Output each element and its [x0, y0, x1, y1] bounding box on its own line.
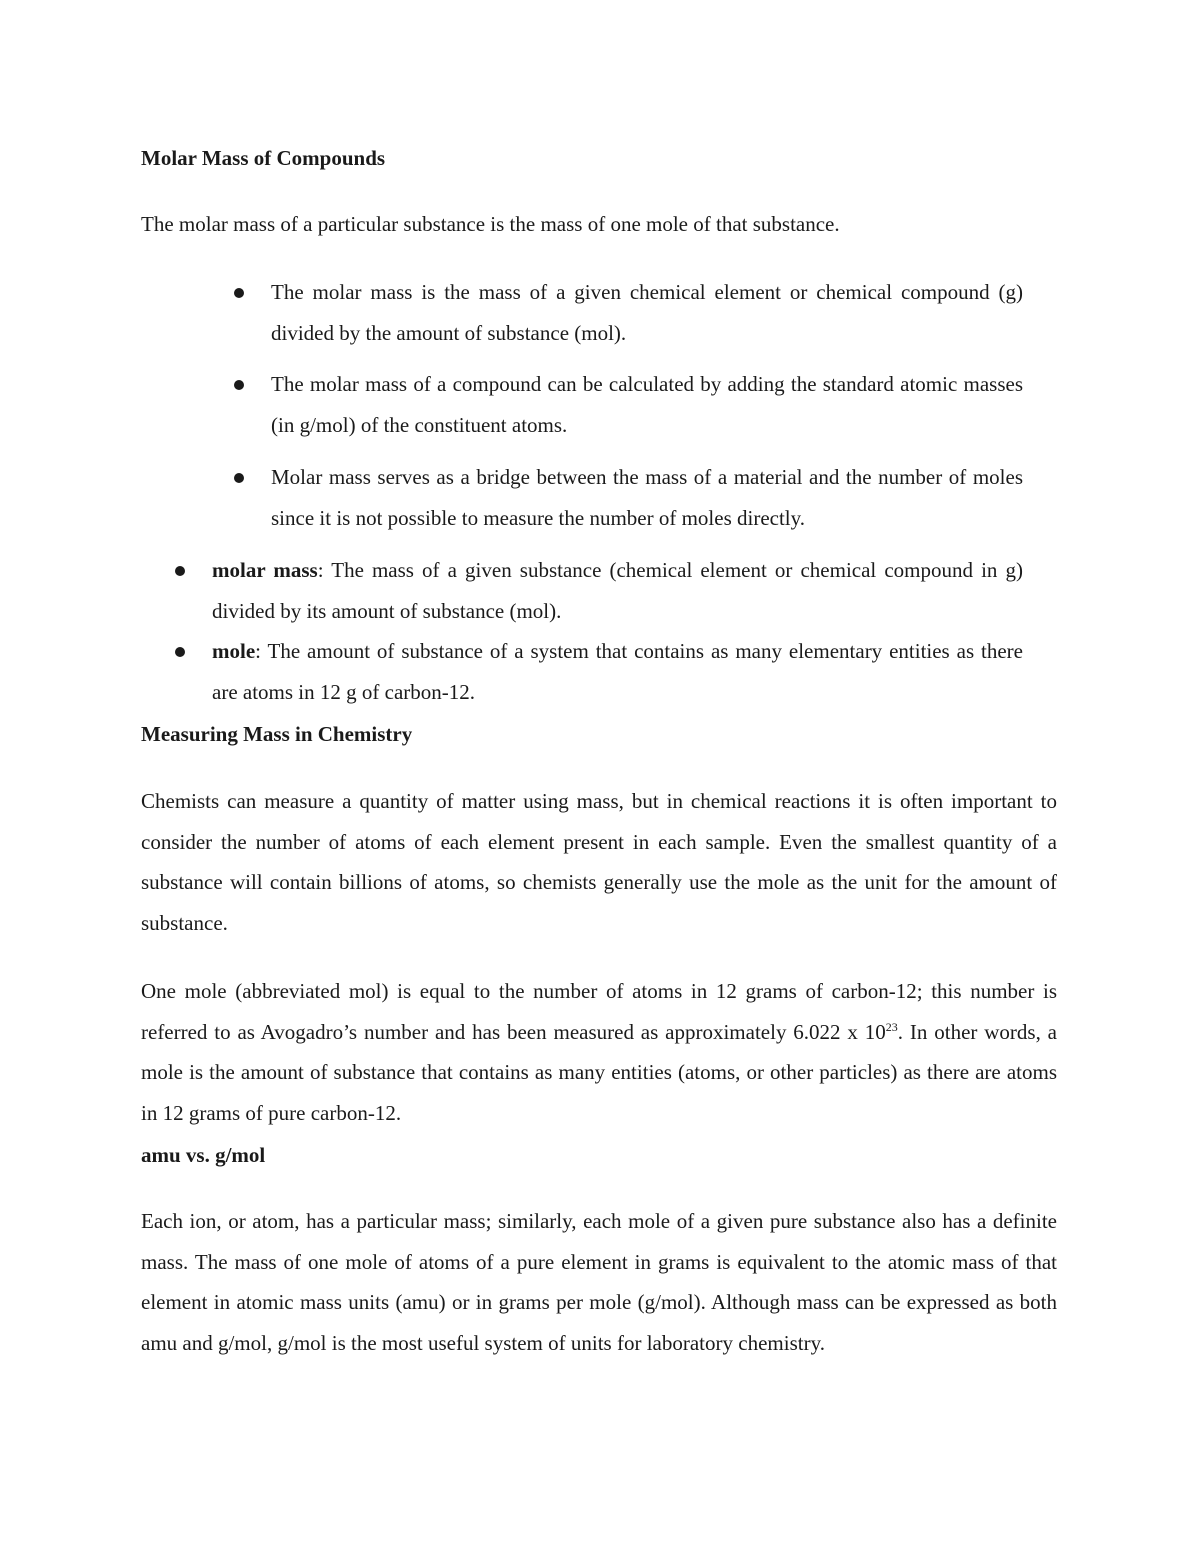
paragraph-text: One mole (abbreviated mol) is equal to the number of atoms in 12 grams of carbon-12; this number is referred to as Avogadro’s number and has been measured as approximately 6.022 x 10: [141, 979, 1057, 1044]
bullet-item-calculation: The molar mass of a compound can be calculated by adding the standard atomic masses (in g/mol) of the constituent atoms.: [271, 372, 1023, 437]
term-item-molar-mass: [212, 550, 1023, 631]
bullet-icon: [234, 288, 244, 298]
paragraph-text: . In other words, a mole is the amount of substance that contains as many entities (atoms, or other particles) as there are atoms in 12 grams of pure carbon-12.: [141, 1019, 1058, 1125]
term-label: mole: [212, 639, 256, 663]
bullet-item-bridge: Molar mass serves as a bridge between the mass of a material and the number of moles since it is not possible to measure the number of moles directly.: [271, 465, 1023, 530]
bullet-icon: [234, 380, 244, 390]
term-label: molar mass: [212, 558, 318, 582]
measuring-paragraph-2: [141, 971, 1057, 1133]
amu-paragraph: Each ion, or atom, has a particular mass; similarly, each mole of a given pure substance also has a definite mass. The mass of one mole of atoms of a pure element in grams is equivalent to the atomic mass of that element in atomic mass units (amu) or in grams per mole (g/mol). Although mass can be expressed as both amu and g/mol, g/mol is the most useful system of units for laboratory chemistry.: [141, 1209, 1057, 1355]
term-definition: : The amount of substance of a system that contains as many elementary entities as there are atoms in 12 g of carbon-12.: [212, 639, 1023, 704]
intro-paragraph: The molar mass of a particular substance is the mass of one mole of that substance.: [141, 212, 840, 236]
bullet-icon: [175, 566, 185, 576]
section-heading-molar-mass: Molar Mass of Compounds: [141, 146, 386, 170]
term-definition: : The mass of a given substance (chemical element or chemical compound in g) divided by its amount of substance (mol).: [212, 558, 1023, 623]
measuring-paragraph-1: Chemists can measure a quantity of matter using mass, but in chemical reactions it is often important to consider the number of atoms of each element present in each sample. Even the smallest quantity of a substance will contain billions of atoms, so chemists generally use the mole as the unit for the amount of substance.: [141, 789, 1057, 935]
section-heading-measuring-mass: Measuring Mass in Chemistry: [141, 722, 413, 746]
bullet-icon: [175, 647, 185, 657]
term-item-mole: [212, 631, 1023, 712]
exponent: 23: [885, 1019, 898, 1034]
bullet-item-definition: The molar mass is the mass of a given chemical element or chemical compound (g) divided by the amount of substance (mol).: [271, 280, 1023, 345]
section-heading-amu-vs-gmol: amu vs. g/mol: [141, 1143, 266, 1167]
bullet-icon: [234, 473, 244, 483]
